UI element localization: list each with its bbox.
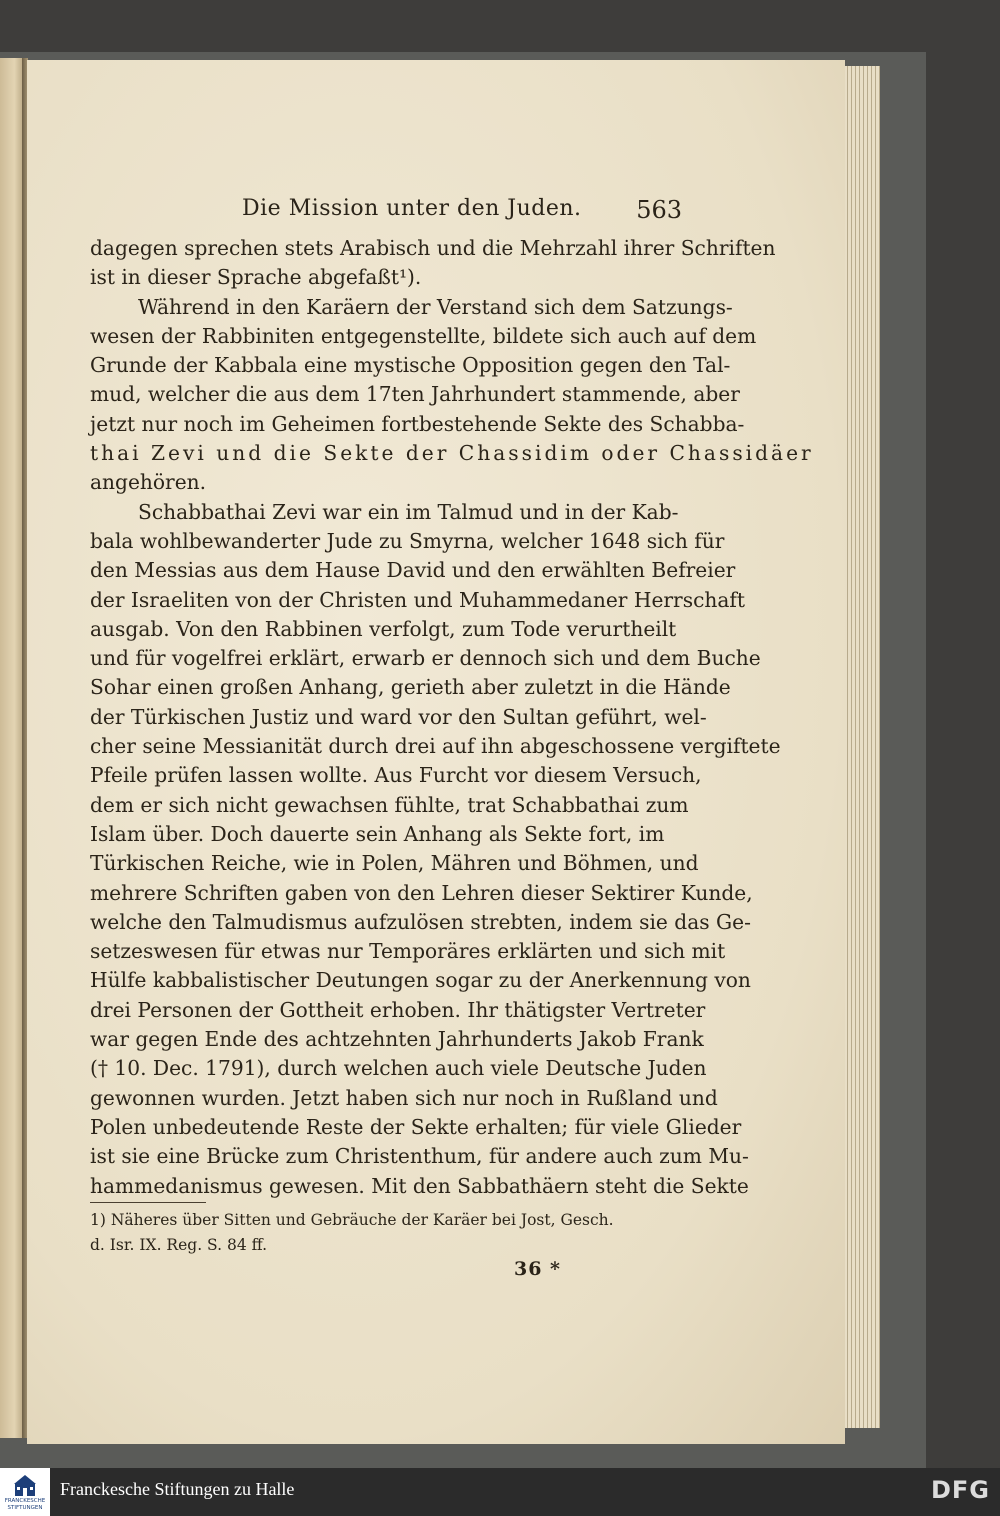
text-line: Während in den Karäern der Verstand sich dem Satzungs- <box>138 294 733 319</box>
left-page-edge <box>0 58 24 1438</box>
dfg-logo[interactable]: DFG <box>930 1476 990 1504</box>
text-line: ist in dieser Sprache abgefaßt¹). <box>90 265 422 290</box>
logo-text <box>0 1498 50 1511</box>
page-header <box>90 196 682 230</box>
text-line: Schabbathai Zevi war ein im Talmud und in der Kab- <box>138 499 679 524</box>
text-line: gewonnen wurden. Jetzt haben sich nur noch in Rußland und <box>90 1085 718 1110</box>
text-line: welche den Talmudismus aufzulösen strebten, indem sie das Ge- <box>90 909 751 934</box>
footnote-line: d. Isr. IX. Reg. S. 84 ff. <box>90 1236 268 1254</box>
text-line: den Messias aus dem Hause David und den erwählten Befreier <box>90 558 736 583</box>
text-line: bala wohlbewanderter Jude zu Smyrna, welcher 1648 sich für <box>90 528 725 553</box>
text-line: Pfeile prüfen lassen wollte. Aus Furcht vor diesem Versuch, <box>90 763 702 788</box>
footnote-rule <box>90 1202 206 1203</box>
text-line: Sohar einen großen Anhang, gerieth aber zuletzt in die Hände <box>90 675 731 700</box>
body-text <box>90 234 814 1201</box>
text-line: und für vogelfrei erklärt, erwarb er dennoch sich und dem Buche <box>90 646 761 671</box>
text-line: wesen der Rabbiniten entgegenstellte, bildete sich auch auf dem <box>90 323 757 348</box>
page-edges <box>844 66 880 1428</box>
text-line: setzeswesen für etwas nur Temporäres erklärten und sich mit <box>90 939 726 964</box>
text-line: ist sie eine Brücke zum Christenthum, für andere auch zum Mu- <box>90 1144 749 1169</box>
text-line: († 10. Dec. 1791), durch welchen auch viele Deutsche Juden <box>90 1056 707 1081</box>
text-line: Grunde der Kabbala eine mystische Opposition gegen den Tal- <box>90 353 731 378</box>
text-line: hammedanismus gewesen. Mit den Sabbathäern steht die Sekte <box>90 1173 749 1198</box>
text-line: Polen unbedeutende Reste der Sekte erhalten; für viele Glieder <box>90 1114 742 1139</box>
text-line: dem er sich nicht gewachsen fühlte, trat Schabbathai zum <box>90 792 689 817</box>
franckesche-logo[interactable] <box>0 1468 50 1516</box>
text-line: der Türkischen Justiz und ward vor den Sultan geführt, wel- <box>90 704 707 729</box>
text-line: mud, welcher die aus dem 17ten Jahrhundert stammende, aber <box>90 382 740 407</box>
running-title: Die Mission unter den Juden. <box>242 196 582 221</box>
text-line: angehören. <box>90 470 207 495</box>
building-icon <box>12 1472 38 1498</box>
footnote <box>90 1208 682 1258</box>
text-line: dagegen sprechen stets Arabisch und die Mehrzahl ihrer Schriften <box>90 236 776 260</box>
text-line: jetzt nur noch im Geheimen fortbestehende Sekte des Schabba- <box>90 411 745 436</box>
logo-text-line: FRANCKESCHE <box>4 1498 46 1504</box>
text-line: mehrere Schriften gaben von den Lehren dieser Sektirer Kunde, <box>90 880 753 905</box>
institution-link[interactable]: Franckesche Stiftungen zu Halle <box>60 1479 295 1499</box>
page-number: 563 <box>636 196 682 224</box>
text-line: Hülfe kabbalistischer Deutungen sogar zu der Anerkennung von <box>90 968 751 993</box>
text-line: drei Personen der Gottheit erhoben. Ihr thätigster Vertreter <box>90 997 706 1022</box>
text-line: Türkischen Reiche, wie in Polen, Mähren und Böhmen, und <box>90 851 699 876</box>
logo-text-line: STIFTUNGEN <box>7 1504 43 1511</box>
footnote-line: 1) Näheres über Sitten und Gebräuche der Karäer bei Jost, Gesch. <box>90 1211 614 1229</box>
text-line: thai Zevi und die Sekte der Chassidim oder Chassidäer <box>90 441 814 466</box>
text-line: Islam über. Doch dauerte sein Anhang als Sekte fort, im <box>90 821 665 846</box>
viewer-footer <box>0 1468 1000 1516</box>
text-line: cher seine Messianität durch drei auf ihn abgeschossene vergiftete <box>90 734 781 759</box>
text-line: der Israeliten von der Christen und Muhammedaner Herrschaft <box>90 587 745 612</box>
text-line: ausgab. Von den Rabbinen verfolgt, zum Tode verurtheilt <box>90 616 677 641</box>
text-line: war gegen Ende des achtzehnten Jahrhunderts Jakob Frank <box>90 1027 704 1052</box>
signature-mark: 36 * <box>514 1258 561 1280</box>
